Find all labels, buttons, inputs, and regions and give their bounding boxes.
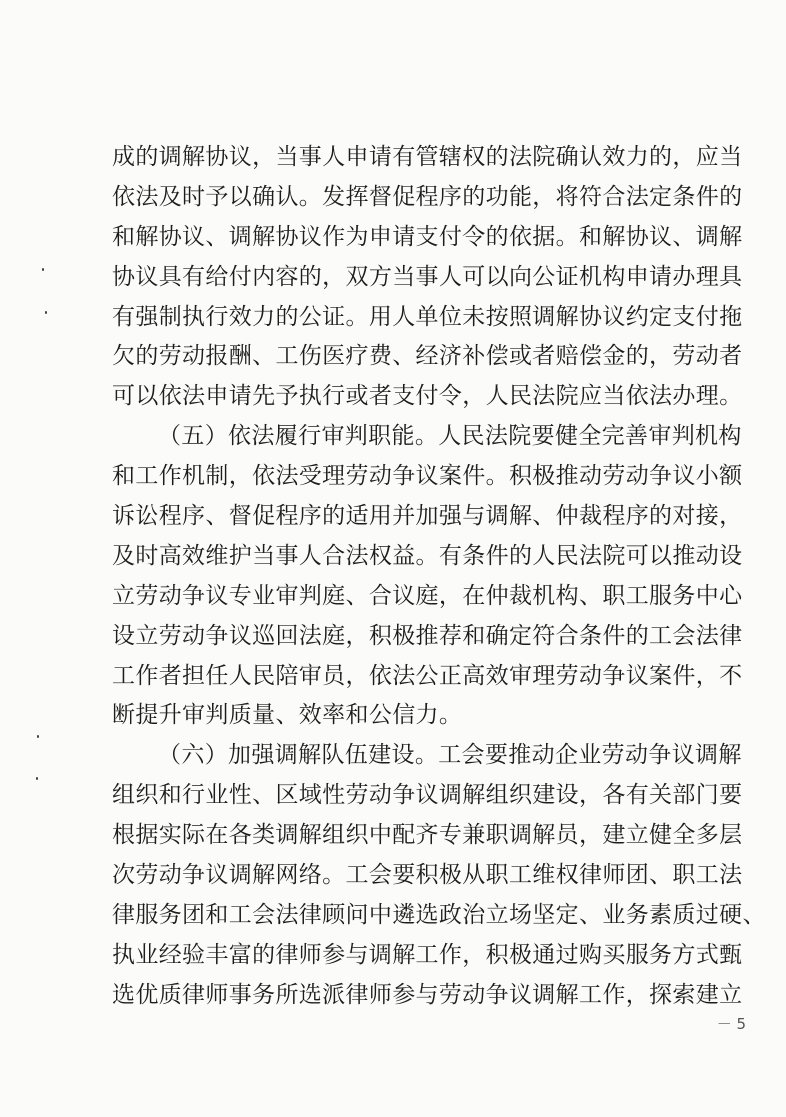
text-line: 成的调解协议，当事人申请有管辖权的法院确认效力的，应当 <box>112 144 743 170</box>
body-text <box>112 138 766 1016</box>
text-line: 依法及时予以确认。发挥督促程序的功能，将符合法定条件的 <box>112 183 743 210</box>
section-heading-line: （六）加强调解队伍建设。工会要推动企业劳动争议调解 <box>158 742 742 769</box>
text-line: 欠的劳动报酬、工伤医疗费、经济补偿或者赔偿金的，劳动者 <box>112 343 743 370</box>
text-line: 设立劳动争议巡回法庭，积极推荐和确定符合条件的工会法律 <box>112 622 743 649</box>
scan-speck <box>45 311 47 314</box>
text-line: 协议具有给付内容的，双方当事人可以向公证机构申请办理具 <box>112 263 743 290</box>
page-number: － 5 <box>716 1015 746 1033</box>
text-line: 及时高效维护当事人合法权益。有条件的人民法院可以推动设 <box>112 542 743 569</box>
text-line: 有强制执行效力的公证。用人单位未按照调解协议约定支付拖 <box>112 303 743 330</box>
scan-speck <box>37 735 39 738</box>
text-line: 和工作机制，依法受理劳动争议案件。积极推动劳动争议小额 <box>112 463 743 490</box>
scan-speck <box>42 268 44 271</box>
text-line: 可以依法申请先予执行或者支付令，人民法院应当依法办理。 <box>112 383 743 410</box>
text-line: 执业经验丰富的律师参与调解工作，积极通过购买服务方式甄 <box>112 941 743 968</box>
text-line: 立劳动争议专业审判庭、合议庭，在仲裁机构、职工服务中心 <box>112 582 743 609</box>
text-line: 断提升审判质量、效率和公信力。 <box>112 702 463 729</box>
text-line: 和解协议、调解协议作为申请支付令的依据。和解协议、调解 <box>112 223 743 250</box>
scan-speck <box>36 777 38 780</box>
text-line: 诉讼程序、督促程序的适用并加强与调解、仲裁程序的对接， <box>112 503 743 530</box>
text-line: 工作者担任人民陪审员，依法公正高效审理劳动争议案件，不 <box>112 662 743 689</box>
text-line: 律服务团和工会法律顾问中遴选政治立场坚定、业务素质过硬、 <box>112 901 766 928</box>
text-line: 根据实际在各类调解组织中配齐专兼职调解员，建立健全多层 <box>112 822 743 849</box>
text-line: 组织和行业性、区域性劳动争议调解组织建设，各有关部门要 <box>112 782 743 809</box>
section-heading-line: （五）依法履行审判职能。人民法院要健全完善审判机构 <box>158 423 742 450</box>
text-line: 选优质律师事务所选派律师参与劳动争议调解工作，探索建立 <box>112 981 743 1008</box>
text-line: 次劳动争议调解网络。工会要积极从职工维权律师团、职工法 <box>112 862 743 889</box>
